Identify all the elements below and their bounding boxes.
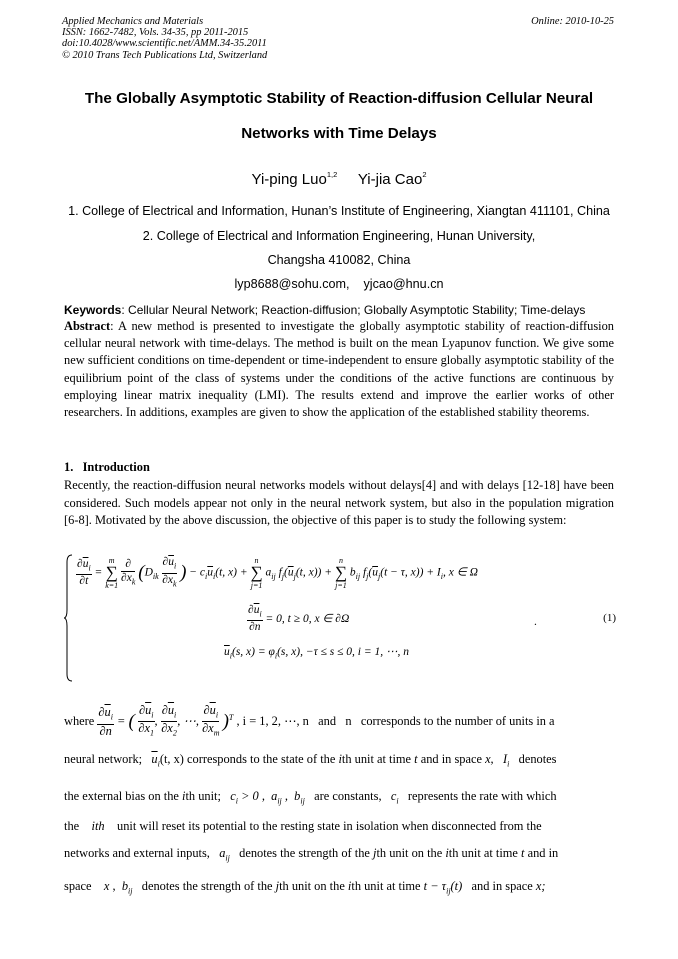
paper-title-line1: The Globally Asymptotic Stability of Reaction-diffusion Cellular Neural (84, 90, 594, 107)
keywords (64, 303, 616, 317)
authors (30, 170, 648, 188)
section-heading: 1. Introduction (64, 460, 150, 474)
body-line-4: the ith unit will reset its potential to the resting state in isolation when disconnected from the (64, 819, 542, 833)
system-equation: $\frac{\partial\overline{u}_i}{\partial t}$ = m ∑ k=1 $\frac{\partial}{\partial x_k}$ ($D_{ik}$ $\frac{\partial\overline{u}_i}{\partial x_k}$ ) − $c_i\overline{u}_i(t$, x) + n ∑ j=1 $a_{ij}$ $f_j(\overline{u}_j(t$, x)) + n ∑ j=1 $b_{ij}$ $f_j(\overline{u}_j(t - \tau$, $x)) + I_i$, x ∈ Ω $\frac{\partial\overline{u}_i}{\partial n}$ = 0, t ≥ 0, x ∈ ∂Ω $\overline{u}_i(s$, $x) = \varphi_i(s$, x), −τ ≤ s ≤ 0, i = 1, ⋯, n . (1) (64, 554, 624, 684)
author-emails: lyp8688@sohu.com, yjcao@hnu.cn (234, 277, 444, 291)
affiliation-2-city: Changsha 410082, China (267, 253, 411, 267)
affiliation-2: 2. College of Electrical and Information Engineering, Hunan University, (142, 229, 536, 243)
equation-number: (1) (603, 612, 616, 624)
equation-line-2: $\frac{\partial\overline{u}_i}{\partial n}$ = 0, t ≥ 0, x ∈ ∂Ω (248, 604, 350, 634)
body-line-2: neural network; $\overline{u}_i(t$, x) corresponds to the state of the ith unit at time t and in space x, $I_i$ denotes (64, 752, 557, 769)
author-1-affil: 1,2 (326, 170, 338, 179)
author-2-affil: 2 (422, 170, 427, 179)
keywords-text: : Cellular Neural Network; Reaction-diffusion; Globally Asymptotic Stability; Time-delays (121, 303, 586, 317)
author-1: Yi-ping Luo (251, 171, 327, 188)
author-2: Yi-jia Cao (357, 171, 423, 188)
initial-condition-a: (s, x) = φ (231, 646, 275, 658)
boundary-condition: = 0, t ≥ 0, x ∈ ∂Ω (265, 612, 350, 625)
introduction-paragraph: Recently, the reaction-diffusion neural networks models without delays[4] and with delays [12-18] have been considered. Such models appear not only in the neural network system, but also in the population migration [6-8]. Motivated by the above discussion, the objective of this paper is to study the following system: (64, 478, 614, 528)
abstract-label: Abstract (64, 319, 111, 333)
abstract-text: : A new method is presented to investigate the globally asymptotic stability of reaction-diffusion cellular neural network with time-delays. The method is built on the mean Lyapunov function. We give some new sufficient conditions on time-dependent or time-independent to ensure globally asymptotic stability of the equilibrium point of the class of systems under the conditions of the active functions are continuous by employing linear matrix inequality (LMI). The results extend and improve the earlier works of other researchers. In additions, examples are given to show the application of the established stability theorems. (64, 319, 614, 420)
journal-header (62, 16, 267, 61)
body-line-3: the external bias on the ith unit; $c_i > 0$ , $a_{ij}$ , $b_{ij}$ are constants, $c_i$ represents the rate with which (64, 789, 557, 806)
online-date: Online: 2010-10-25 (531, 16, 614, 27)
body-line-5: networks and external inputs, $a_{ij}$ denotes the strength of the jth unit on the ith unit at time t and in (64, 846, 559, 863)
paper-title-line2: Networks with Time Delays (241, 125, 437, 142)
issn: ISSN: 1662-7482, Vols. 34-35, pp 2011-2015 (62, 27, 249, 39)
keywords-label: Keywords (64, 303, 122, 317)
journal-name: Applied Mechanics and Materials (62, 16, 204, 27)
equation-line-1: $\frac{\partial\overline{u}_i}{\partial t}$ = m ∑ k=1 $\frac{\partial}{\partial x_k}$ ($D_{ik}$ $\frac{\partial\overline{u}_i}{\partial x_k}$ ) − $c_i\overline{u}_i(t$, x) + n ∑ j=1 $a_{ij}$ $f_j(\overline{u}_j(t$, x)) + n ∑ j=1 $b_{ij}$ $f_j(\overline{u}_j(t - \tau$, $x)) + I_i$, x ∈ Ω (77, 556, 478, 590)
body-line-6: space x , $b_{ij}$ denotes the strength of the jth unit on the ith unit at time $t - \tau_{ij}(t)$ and in space x; (64, 879, 546, 896)
abstract (64, 318, 614, 421)
copyright: © 2010 Trans Tech Publications Ltd, Switzerland (62, 49, 268, 61)
affiliation-1: 1. College of Electrical and Information, Hunan’s Institute of Engineering, Xiangtan 411101, China (68, 204, 610, 218)
brace-icon (64, 554, 74, 682)
initial-condition-b: (s, x), −τ ≤ s ≤ 0, i = 1, ⋯, n (277, 646, 410, 658)
doi: doi:10.4028/www.scientific.net/AMM.34-35.2011 (62, 38, 267, 50)
body-line-where: where $\frac{\partial\overline{u}_i}{\partial n}$ = ( $\frac{\partial\overline{u}_i}{\partial x_1}$ , $\frac{\partial\overline{u}_i}{\partial x_2}$ , ⋯, $\frac{\partial\overline{u}_i}{\partial x_m}$ )$^T$ , i = 1, 2, ⋯, n and n corresponds to the number of units in a (64, 703, 555, 738)
equation-line-3: $\overline{u}_i(s$, $x) = \varphi_i(s$, x), −τ ≤ s ≤ 0, i = 1, ⋯, n (224, 646, 410, 661)
